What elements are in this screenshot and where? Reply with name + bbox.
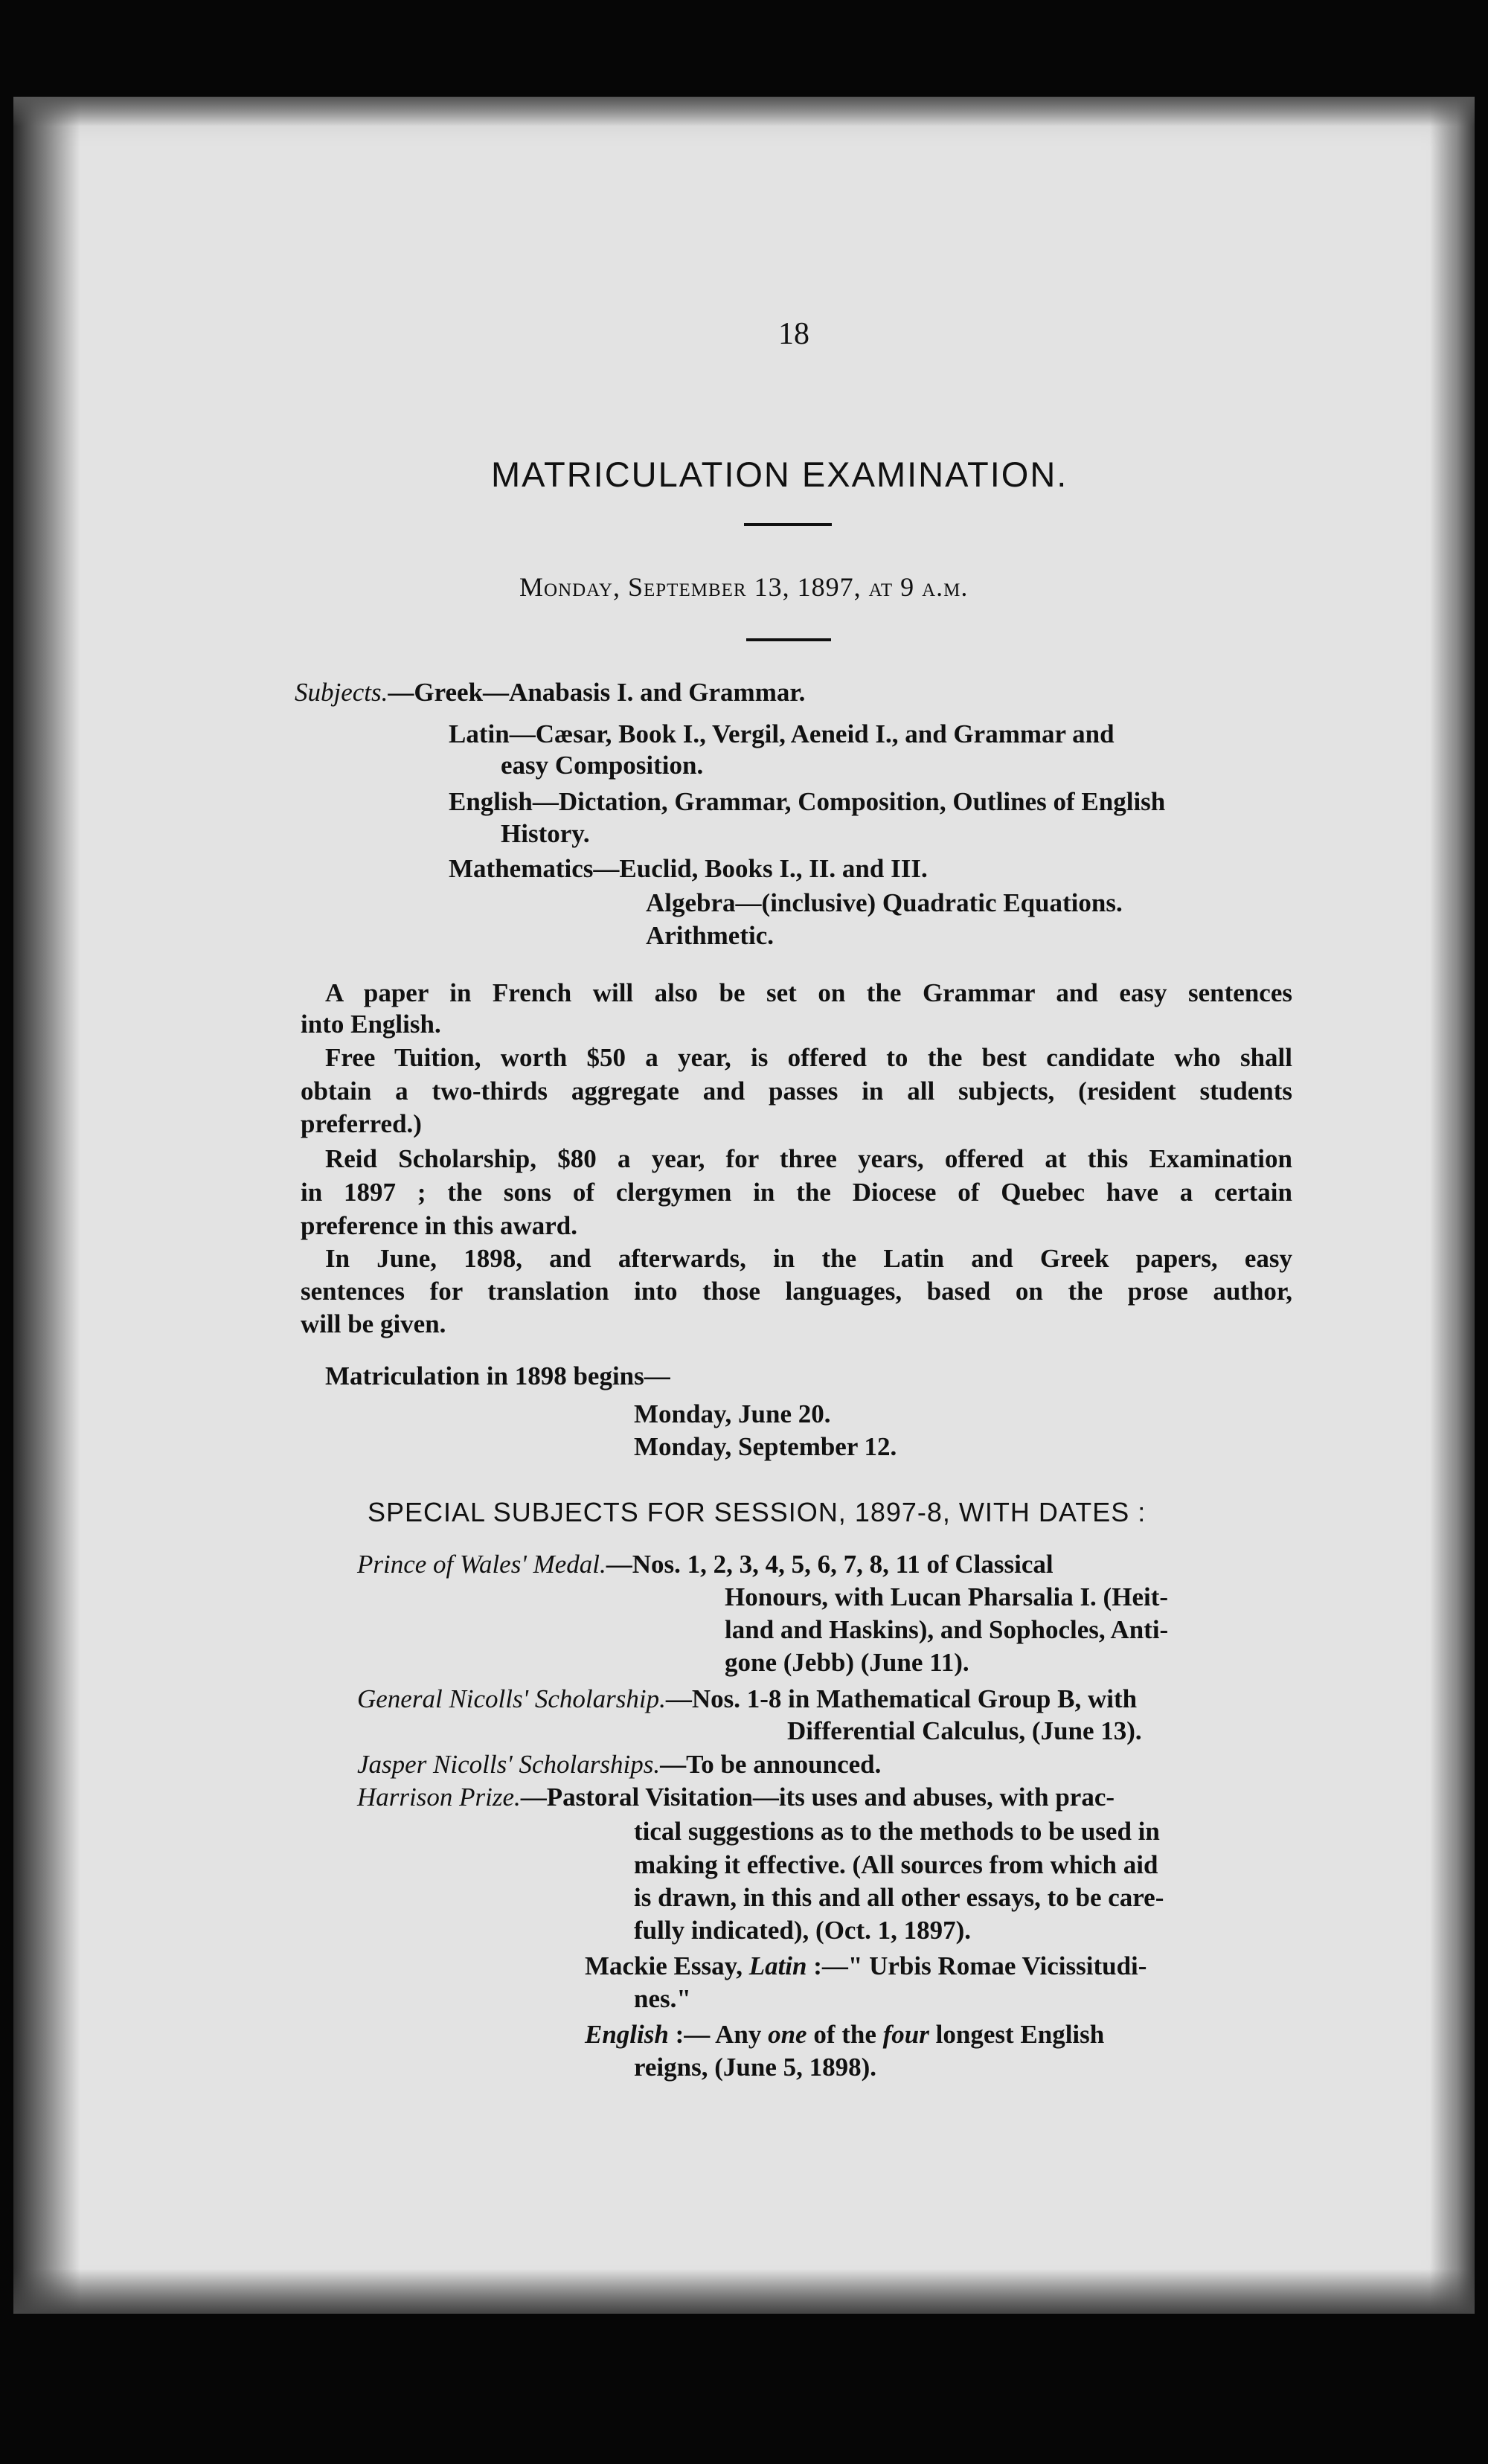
french-line-1: A paper in French will also be set on the Grammar and easy sentences xyxy=(325,978,1292,1007)
mackie-title: :—" Urbis Romae Vicissitudi- xyxy=(806,1951,1147,1980)
french-line-2: into English. xyxy=(301,1010,441,1039)
english-essay-line-1 xyxy=(585,2018,1104,2051)
english-essay-text-a: :— Any xyxy=(668,2020,769,2049)
june-line-2: sentences for translation into those languages, based on the prose author, xyxy=(301,1277,1292,1306)
subjects-latin-2: easy Composition. xyxy=(501,751,704,780)
subjects-greek: —Greek—Anabasis I. and Grammar. xyxy=(388,678,806,707)
subjects-greek-line xyxy=(295,676,805,709)
mackie-line-2: nes." xyxy=(634,1984,691,2013)
june-line-3: will be given. xyxy=(301,1309,446,1338)
harrison-line-1 xyxy=(357,1781,1115,1814)
english-essay-line-2: reigns, (June 5, 1898). xyxy=(634,2053,877,2082)
harrison-line-4: is drawn, in this and all other essays, to be care- xyxy=(634,1883,1164,1912)
harrison-line-2: tical suggestions as to the methods to be used in xyxy=(634,1817,1160,1846)
subjects-english-2: History. xyxy=(501,819,590,848)
subjects-mathematics: Mathematics—Euclid, Books I., II. and III. xyxy=(449,854,928,883)
english-essay-text-b: of the xyxy=(806,2020,883,2049)
prince-text-1: —Nos. 1, 2, 3, 4, 5, 6, 7, 8, 11 of Classical xyxy=(606,1550,1054,1579)
matriculation-date-2: Monday, September 12. xyxy=(634,1432,897,1461)
june-line-1: In June, 1898, and afterwards, in the Latin and Greek papers, easy xyxy=(325,1244,1292,1273)
harrison-line-5: fully indicated), (Oct. 1, 1897). xyxy=(634,1916,972,1945)
general-line-1 xyxy=(357,1683,1137,1716)
prince-label: Prince of Wales' Medal. xyxy=(357,1550,606,1579)
matriculation-line: Matriculation in 1898 begins— xyxy=(325,1361,670,1390)
english-essay-text-c: longest English xyxy=(929,2020,1105,2049)
subjects-label: Subjects. xyxy=(295,678,388,707)
mackie-line-1 xyxy=(585,1950,1147,1983)
mackie-latin: Latin xyxy=(748,1951,807,1980)
general-text-1: —Nos. 1-8 in Mathematical Group B, with xyxy=(665,1684,1138,1713)
harrison-line-3: making it effective. (All sources from which aid xyxy=(634,1850,1158,1879)
date-rule xyxy=(746,638,831,641)
subjects-arithmetic: Arithmetic. xyxy=(646,921,775,950)
jasper-line xyxy=(357,1748,881,1781)
tuition-line-2: obtain a two-thirds aggregate and passes in all subjects, (resident students xyxy=(301,1077,1292,1106)
general-label: General Nicolls' Scholarship. xyxy=(357,1684,666,1713)
subjects-latin-1: Latin—Cæsar, Book I., Vergil, Aeneid I., and Grammar and xyxy=(449,719,1115,748)
english-essay-one: one xyxy=(768,2020,807,2049)
general-line-2: Differential Calculus, (June 13). xyxy=(787,1716,1142,1745)
title-rule xyxy=(744,523,832,526)
subjects-english-1: English—Dictation, Grammar, Composition, Outlines of English xyxy=(449,787,1166,816)
reid-line-2: in 1897 ; the sons of clergymen in the Diocese of Quebec have a certain xyxy=(301,1178,1292,1207)
page-shadow-top xyxy=(13,97,1475,126)
harrison-text-1: —Pastoral Visitation—its uses and abuses, with prac- xyxy=(520,1783,1115,1812)
page-number: 18 xyxy=(778,317,809,351)
exam-date-line: Monday, September 13, 1897, at 9 a.m. xyxy=(519,572,969,602)
tuition-line-3: preferred.) xyxy=(301,1109,422,1138)
jasper-text: —To be announced. xyxy=(660,1750,882,1779)
prince-line-4: gone (Jebb) (June 11). xyxy=(725,1648,969,1677)
page-title: MATRICULATION EXAMINATION. xyxy=(491,455,1068,494)
prince-line-3: land and Haskins), and Sophocles, Anti- xyxy=(725,1615,1169,1644)
english-essay-label: English xyxy=(585,2020,669,2049)
prince-line-2: Honours, with Lucan Pharsalia I. (Heit- xyxy=(725,1582,1169,1611)
subjects-algebra: Algebra—(inclusive) Quadratic Equations. xyxy=(646,888,1123,917)
mackie-prefix: Mackie Essay, xyxy=(585,1951,749,1980)
tuition-line-1: Free Tuition, worth $50 a year, is offered to the best candidate who shall xyxy=(325,1043,1292,1072)
jasper-label: Jasper Nicolls' Scholarships. xyxy=(357,1750,661,1779)
page-shadow-right xyxy=(1430,97,1475,2314)
prince-line-1 xyxy=(357,1548,1054,1581)
page-shadow-left xyxy=(13,97,80,2314)
special-subjects-heading: SPECIAL SUBJECTS FOR SESSION, 1897-8, WITH DATES : xyxy=(368,1497,1147,1527)
reid-line-3: preference in this award. xyxy=(301,1211,577,1240)
reid-line-1: Reid Scholarship, $80 a year, for three years, offered at this Examination xyxy=(325,1144,1292,1173)
english-essay-four: four xyxy=(882,2020,929,2049)
harrison-label: Harrison Prize. xyxy=(357,1783,521,1812)
matriculation-date-1: Monday, June 20. xyxy=(634,1399,831,1428)
page-shadow-bottom xyxy=(13,2269,1475,2314)
